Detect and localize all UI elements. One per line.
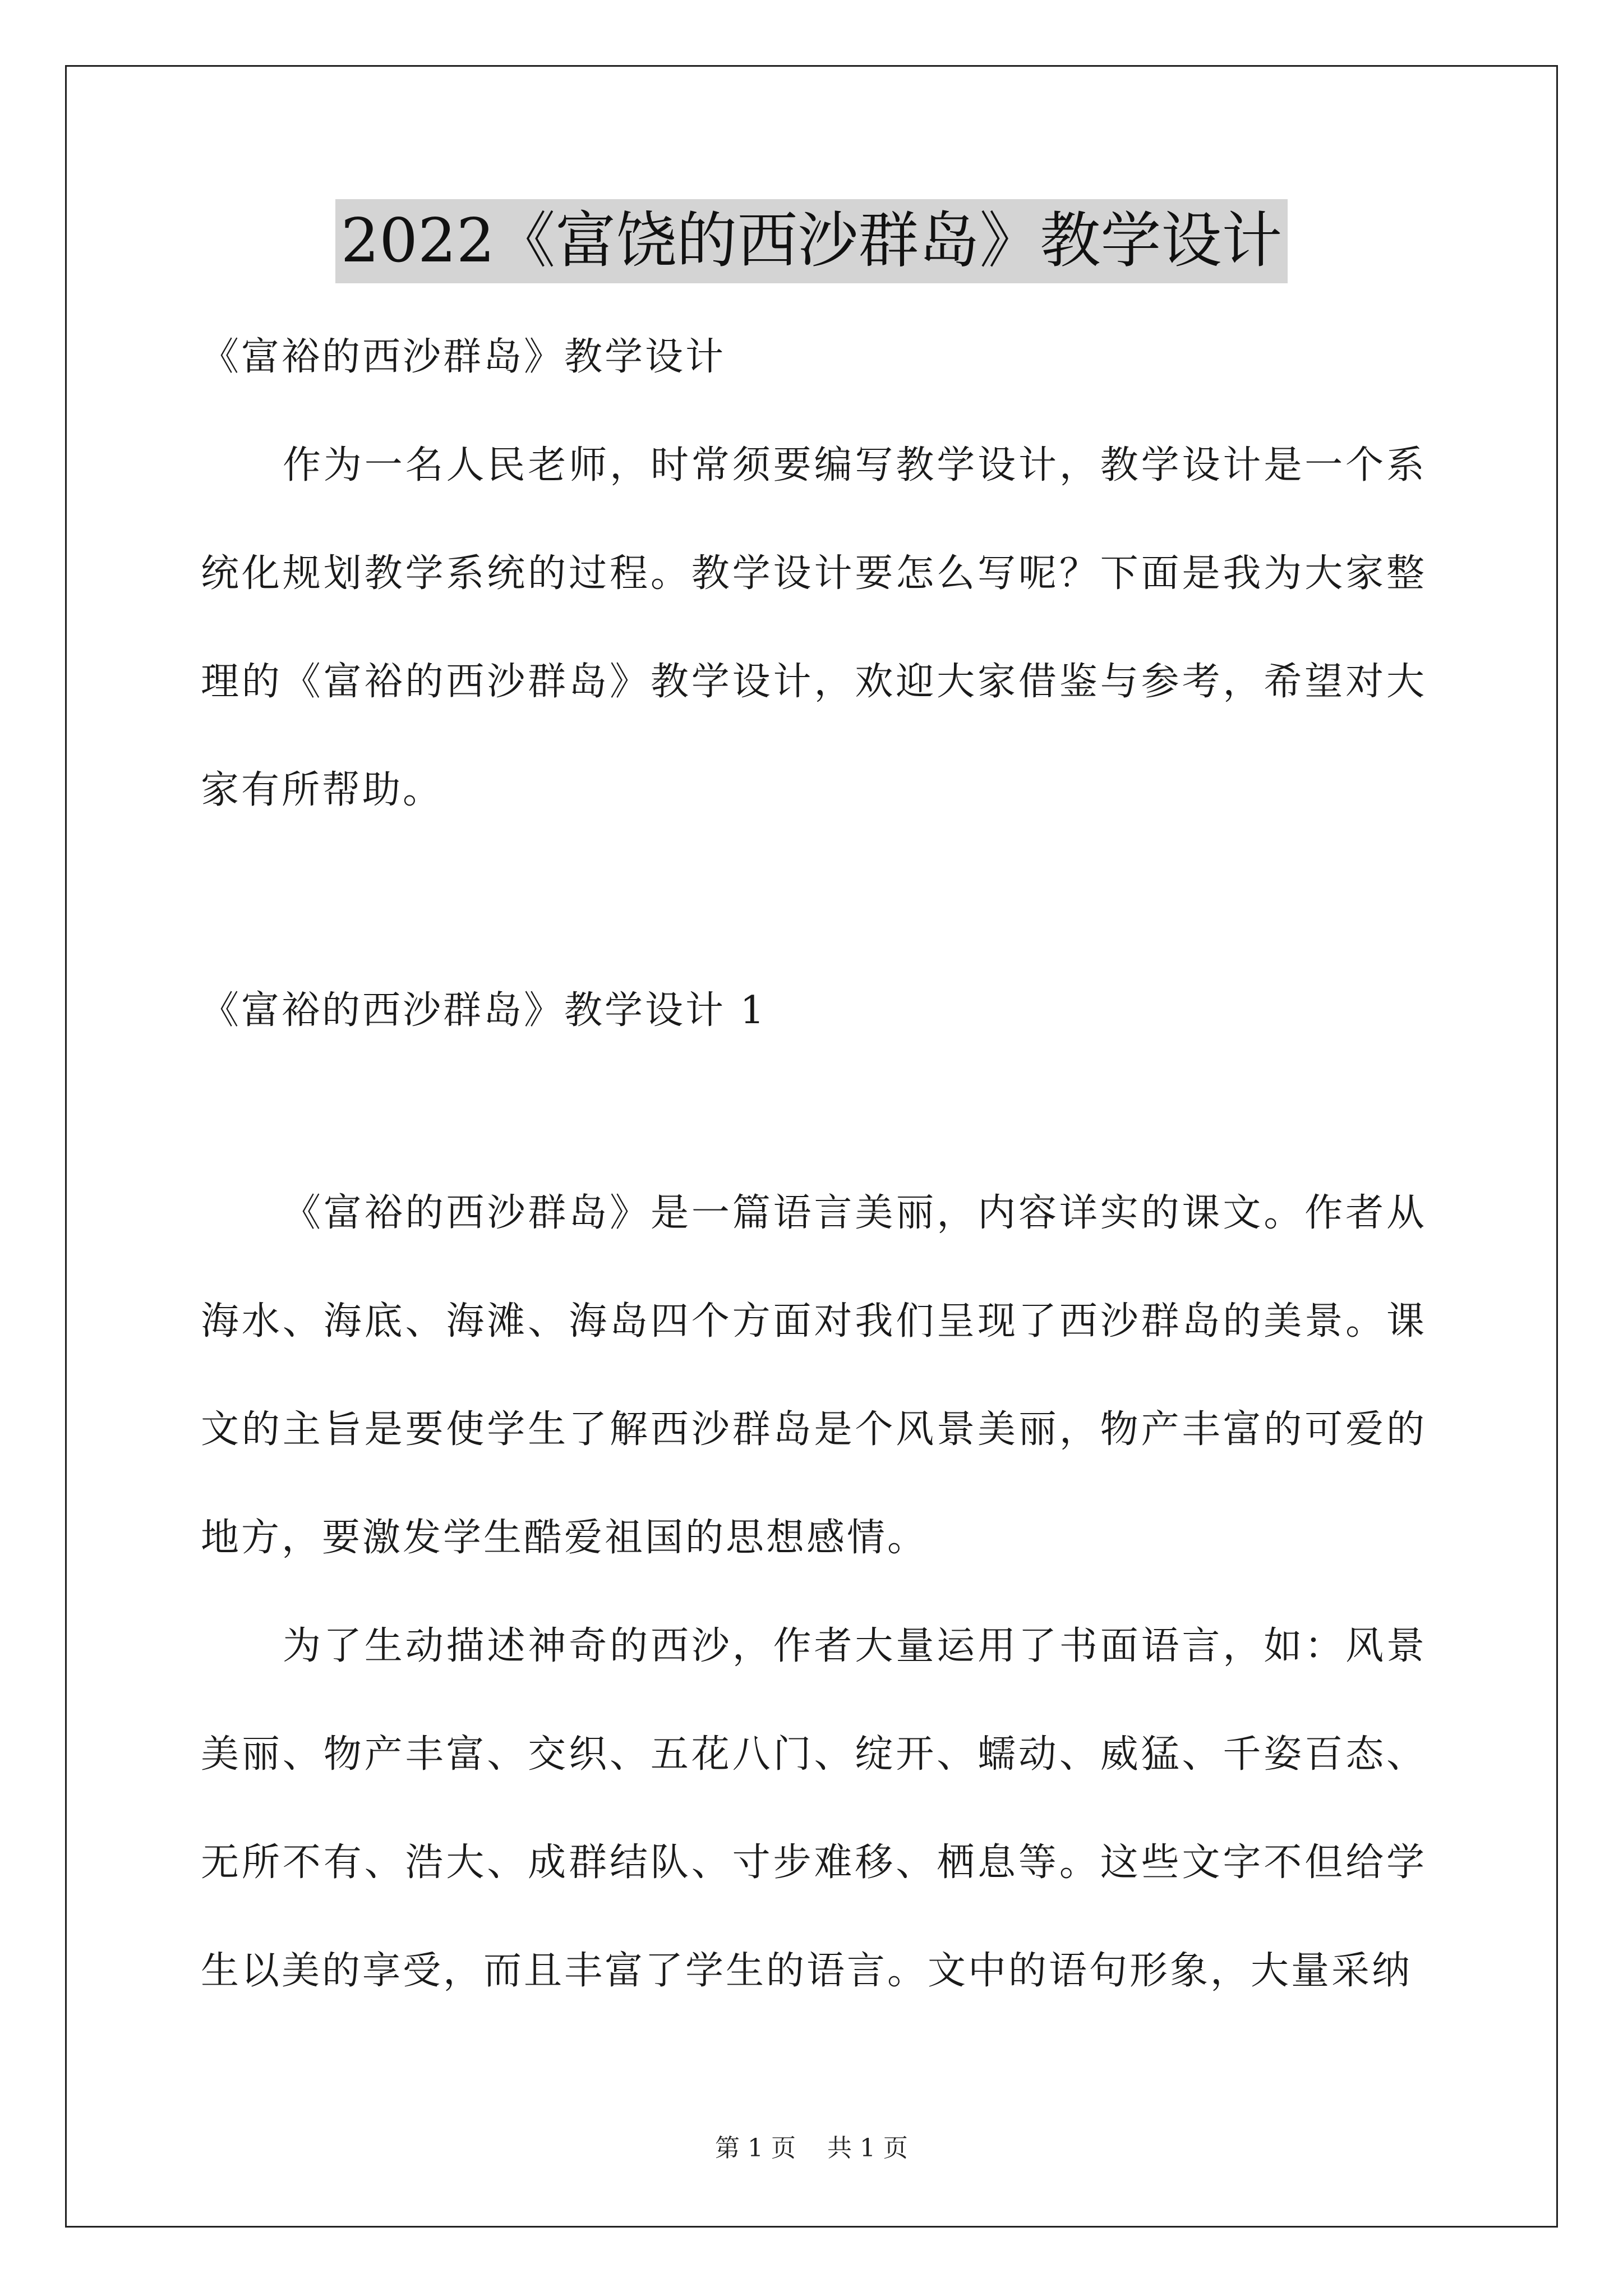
section-spacer — [201, 1065, 1427, 1159]
section-heading: 《富裕的西沙群岛》教学设计 1 — [201, 988, 767, 1033]
section-spacer — [201, 844, 1427, 956]
page-footer: 第 1 页 共 1 页 — [715, 2134, 908, 2162]
body-paragraph: 为了生动描述神奇的西沙，作者大量运用了书面语言，如：风景美丽、物产丰富、交织、五花八门、绽开、蠕动、威猛、千姿百态、无所不有、浩大、成群结队、寸步难移、栖息等。这些文字不但给学生以美的享受，而且丰富了学生的语言。文中的语句形象，大量采纳 — [201, 1624, 1427, 1993]
body-paragraph: 《富裕的西沙群岛》是一篇语言美丽，内容详实的课文。作者从海水、海底、海滩、海岛四个方面对我们呈现了西沙群岛的美景。课文的主旨是要使学生了解西沙群岛是个风景美丽，物产丰富的可爱的地方，要激发学生酷爱祖国的思想感情。 — [201, 1191, 1427, 1560]
document-body — [201, 303, 1427, 2025]
document-title-container — [0, 199, 1623, 283]
intro-heading: 《富裕的西沙群岛》教学设计 — [201, 335, 726, 379]
document-title: 2022《富饶的西沙群岛》教学设计 — [335, 199, 1288, 283]
intro-paragraph: 作为一名人民老师，时常须要编写教学设计，教学设计是一个系统化规划教学系统的过程。教学设计要怎么写呢？下面是我为大家整理的《富裕的西沙群岛》教学设计，欢迎大家借鉴与参考，希望对大家有所帮助。 — [201, 443, 1427, 812]
